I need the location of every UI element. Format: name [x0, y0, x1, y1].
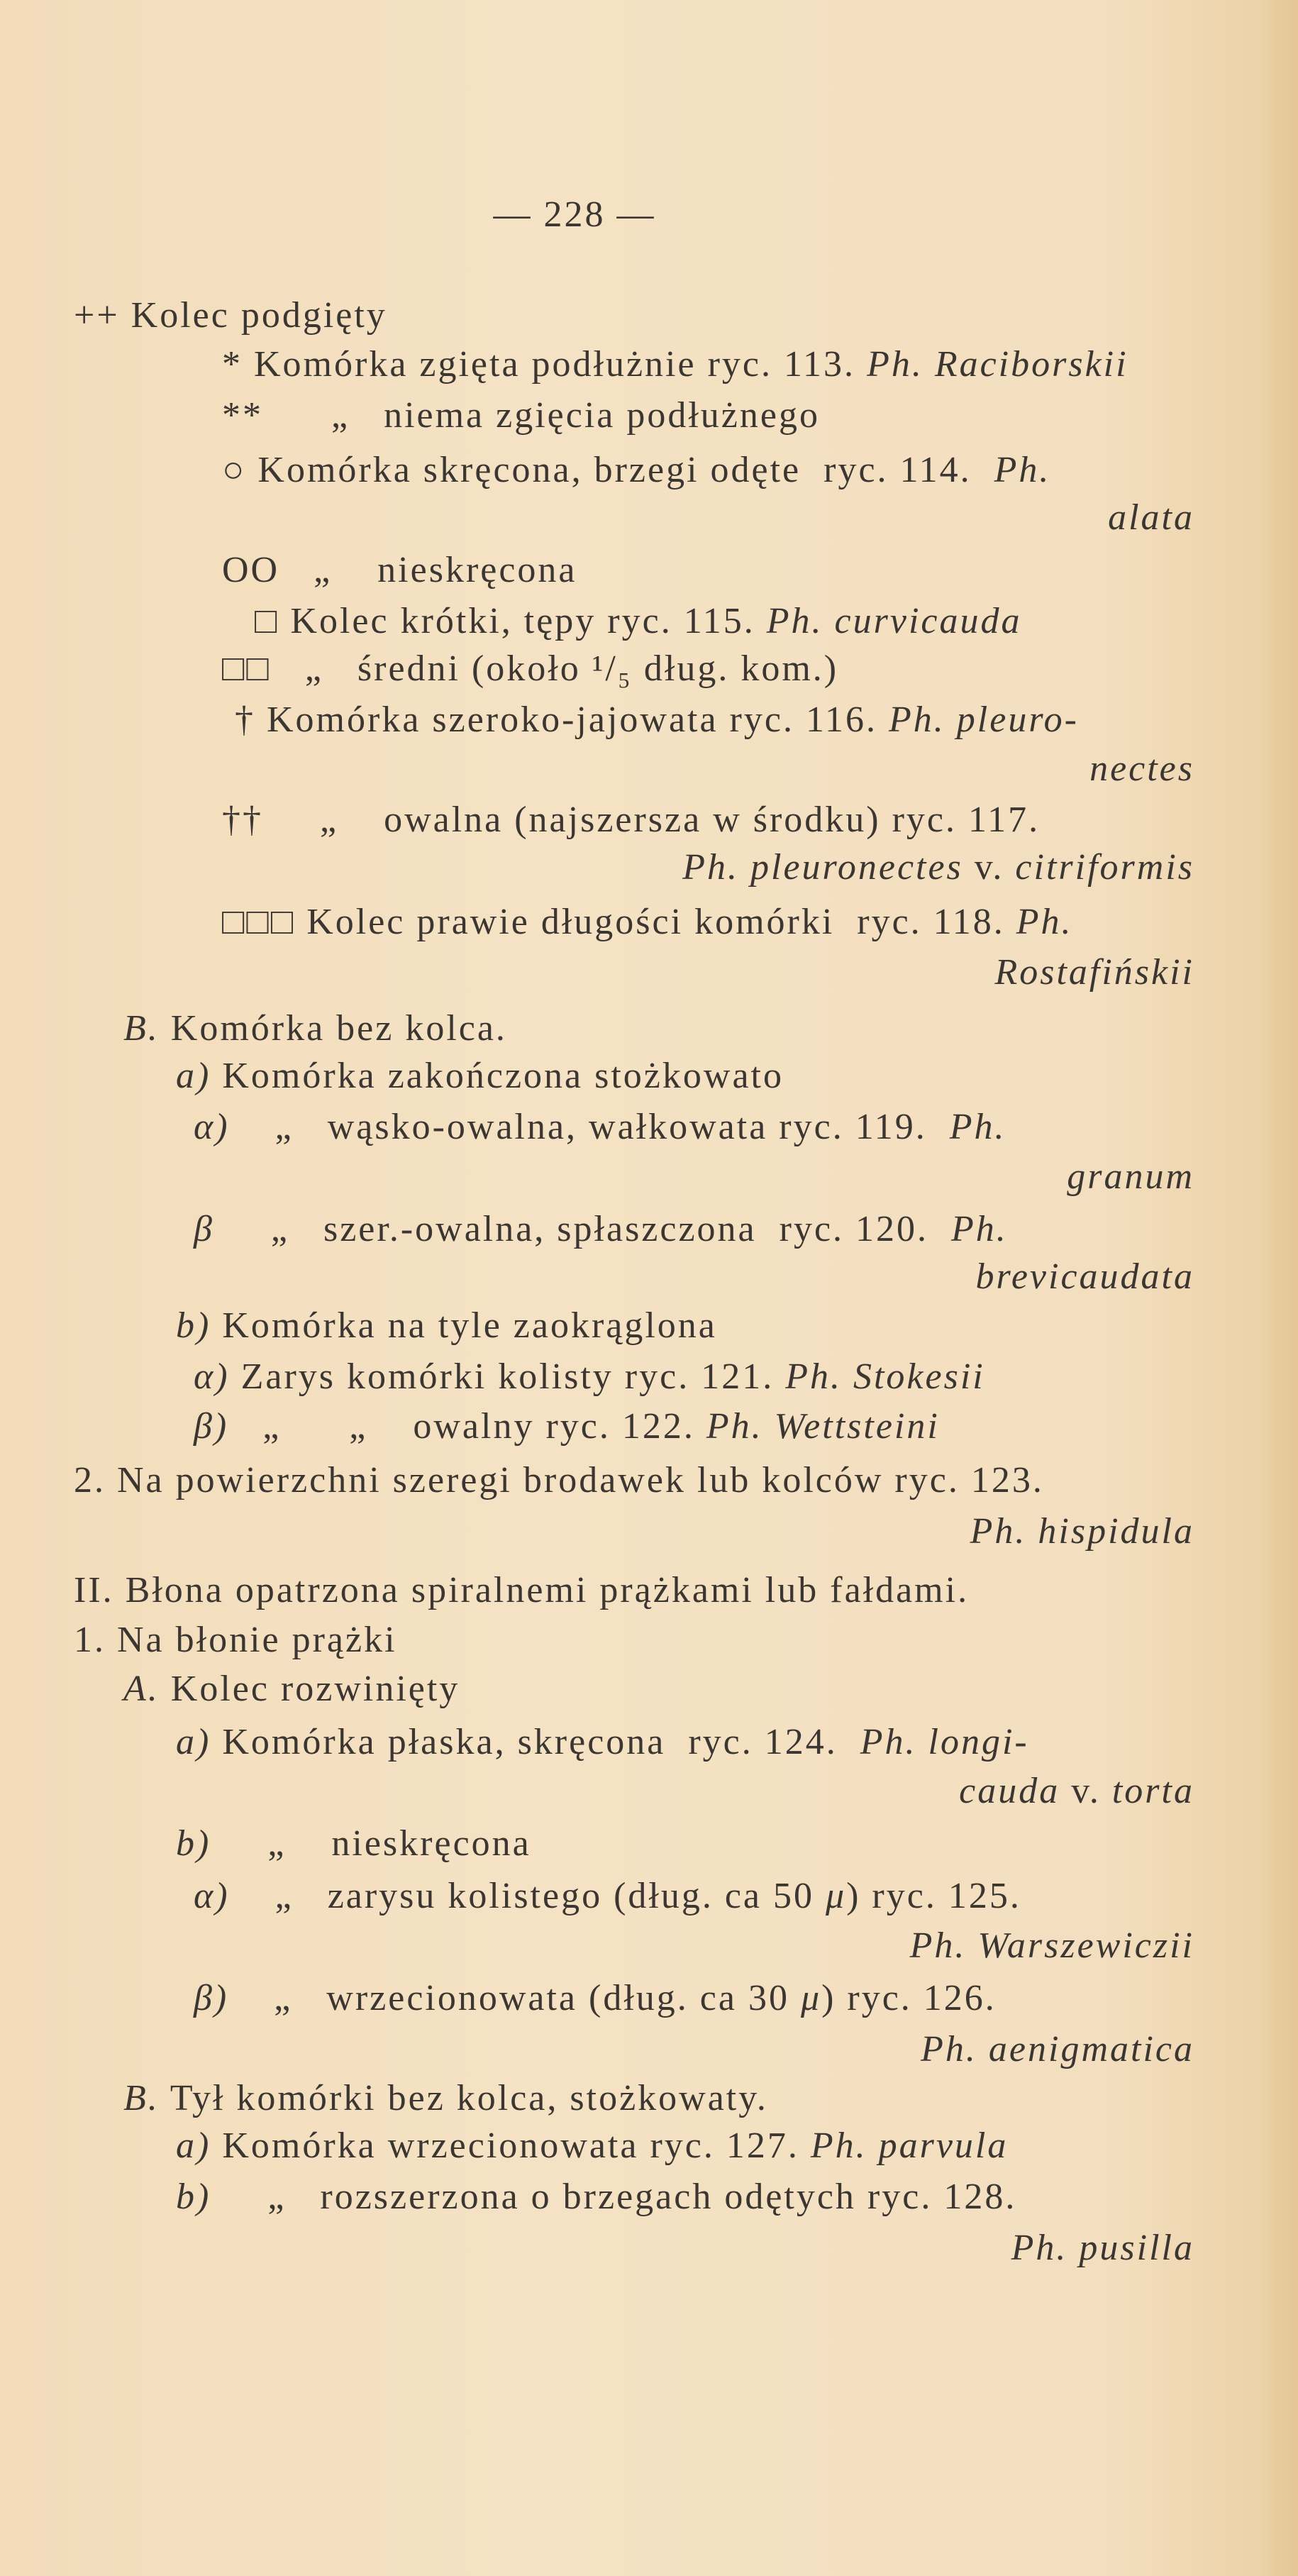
- text-segment: Komórka na tyle zaokrąglona: [211, 1305, 717, 1346]
- key-line: [222, 549, 577, 592]
- key-line: [222, 648, 838, 690]
- italic-text: b): [176, 2177, 211, 2217]
- italic-text: brevicaudata: [975, 1256, 1194, 1297]
- italic-text: b): [176, 1823, 211, 1864]
- italic-text: a): [176, 1056, 211, 1096]
- text-segment: * Komórka zgięta podłużnie ryc. 113.: [222, 344, 867, 385]
- text-segment: 2. Na powierzchni szeregi brodawek lub kolców ryc. 123.: [74, 1460, 1044, 1500]
- key-line: [176, 1721, 1029, 1764]
- text-segment: v.: [1060, 1771, 1112, 1811]
- italic-text: Ph. pusilla: [1011, 2228, 1194, 2268]
- italic-text: β: [194, 1209, 214, 1249]
- key-line-continuation: [910, 1925, 1194, 1967]
- italic-text: a): [176, 2126, 211, 2166]
- key-line-continuation: [921, 2028, 1194, 2071]
- key-line: [194, 1356, 985, 1398]
- text-segment: OO „ nieskręcona: [222, 550, 577, 590]
- text-segment: „ wrzecionowata (dług. ca 30: [228, 1978, 801, 2018]
- key-line: [176, 2176, 1016, 2218]
- key-line: [222, 449, 1050, 492]
- key-line-continuation: [994, 951, 1194, 994]
- italic-text: β): [194, 1978, 229, 2018]
- page-number: — 228 —: [493, 194, 656, 235]
- italic-text: granum: [1067, 1156, 1194, 1197]
- text-segment: ** „ niema zgięcia podłużnego: [222, 395, 820, 436]
- key-line: [176, 1055, 784, 1098]
- key-line: [194, 1977, 997, 2020]
- italic-text: Ph. Raciborskii: [867, 344, 1128, 385]
- italic-text: α): [194, 1107, 230, 1147]
- italic-text: Ph. hispidula: [970, 1511, 1194, 1552]
- text-segment: „ „ owalny ryc. 122.: [228, 1406, 706, 1447]
- italic-text: Ph. Stokesii: [785, 1356, 985, 1397]
- key-line: [176, 1305, 717, 1347]
- italic-text: β): [194, 1406, 229, 1447]
- key-line: [194, 1106, 1006, 1149]
- italic-text: Ph. parvula: [810, 2126, 1009, 2166]
- text-segment: □□□ Kolec prawie długości komórki ryc. 118.: [222, 902, 1016, 942]
- text-segment: Komórka zakończona stożkowato: [211, 1056, 784, 1096]
- key-line: [176, 1823, 531, 1865]
- italic-text: Ph.: [994, 450, 1051, 490]
- text-segment: v.: [963, 847, 1016, 888]
- italic-text: b): [176, 1305, 211, 1346]
- text-segment: † Komórka szeroko-jajowata ryc. 116.: [235, 700, 889, 740]
- key-line: [123, 1007, 507, 1050]
- italic-text: a): [176, 1722, 211, 1762]
- key-line: [74, 294, 387, 337]
- italic-text: B.: [123, 2078, 160, 2118]
- key-line-continuation: [1089, 748, 1194, 790]
- italic-text: nectes: [1089, 748, 1194, 789]
- key-line-continuation: [1108, 497, 1194, 539]
- key-line: [123, 1668, 460, 1710]
- italic-text: alata: [1108, 497, 1194, 538]
- text-segment: Tył komórki bez kolca, stożkowaty.: [159, 2078, 768, 2118]
- italic-text: Ph. Wettsteini: [706, 1406, 940, 1447]
- text-segment: ) ryc. 126.: [821, 1978, 997, 2018]
- text-segment: □ Kolec krótki, tępy ryc. 115.: [255, 601, 767, 641]
- text-segment: ) ryc. 125.: [846, 1876, 1021, 1916]
- italic-text: A.: [123, 1669, 160, 1709]
- italic-text: Ph. aenigmatica: [921, 2029, 1194, 2069]
- key-line: [74, 1569, 969, 1612]
- key-line-continuation: [976, 1256, 1194, 1298]
- text-segment: II. Błona opatrzona spiralnemi prążkami lub fałdami.: [74, 1570, 970, 1610]
- italic-text: Ph. longi-: [860, 1722, 1029, 1762]
- key-line: [222, 799, 1040, 841]
- text-segment: ++ Kolec podgięty: [74, 295, 387, 336]
- key-line: [194, 1405, 940, 1448]
- key-line-continuation: [1011, 2227, 1194, 2270]
- italic-text: Rostafińskii: [994, 952, 1194, 993]
- key-line: [123, 2077, 768, 2120]
- text-segment: Komórka płaska, skręcona ryc. 124.: [211, 1722, 860, 1762]
- text-segment: „ rozszerzona o brzegach odętych ryc. 128.: [211, 2177, 1017, 2217]
- italic-text: B.: [123, 1008, 160, 1049]
- key-line: [176, 2125, 1008, 2167]
- text-segment: ○ Komórka skręcona, brzegi odęte ryc. 114.: [222, 450, 994, 490]
- text-segment: Kolec rozwinięty: [159, 1669, 460, 1709]
- key-line-continuation: [1067, 1156, 1194, 1198]
- key-line-continuation: [682, 846, 1194, 889]
- italic-text: Ph. Warszewiczii: [909, 1925, 1194, 1966]
- key-line: [194, 1208, 1008, 1251]
- italic-text: Ph.: [1016, 902, 1073, 942]
- key-line: [74, 1619, 397, 1662]
- key-line: [222, 901, 1073, 944]
- key-line: [255, 600, 1021, 643]
- key-line-continuation: [970, 1510, 1194, 1553]
- text-segment: Zarys komórki kolisty ryc. 121.: [229, 1356, 786, 1397]
- italic-text: α): [194, 1876, 230, 1916]
- italic-text: Ph.: [951, 1209, 1008, 1249]
- text-segment: „ nieskręcona: [211, 1823, 531, 1864]
- key-line: [222, 394, 820, 437]
- key-line: [74, 1459, 1044, 1502]
- text-segment: 1. Na błonie prążki: [74, 1620, 397, 1660]
- key-line-continuation: [959, 1770, 1194, 1813]
- key-line: [235, 699, 1079, 741]
- key-line: [222, 343, 1128, 386]
- text-segment: „ szer.-owalna, spłaszczona ryc. 120.: [213, 1209, 952, 1249]
- italic-text: α): [194, 1356, 230, 1397]
- italic-text: cauda: [959, 1771, 1060, 1811]
- key-line: [194, 1875, 1021, 1918]
- italic-text: Ph. pleuronectes: [682, 847, 963, 888]
- italic-text: torta: [1111, 1771, 1194, 1811]
- text-segment: Komórka wrzecionowata ryc. 127.: [211, 2126, 811, 2166]
- italic-text: Ph. curvicauda: [766, 601, 1022, 641]
- italic-text: Ph. pleuro-: [889, 700, 1079, 740]
- text-segment: □□ „ średni (około ¹/₅ dług. kom.): [222, 648, 839, 689]
- text-segment: Komórka bez kolca.: [159, 1008, 507, 1049]
- italic-text: Ph.: [949, 1107, 1006, 1147]
- text-segment: „ wąsko-owalna, wałkowata ryc. 119.: [229, 1107, 950, 1147]
- italic-text: citriformis: [1015, 847, 1194, 888]
- text-segment: †† „ owalna (najszersza w środku) ryc. 117.: [222, 800, 1041, 840]
- text-segment: „ zarysu kolistego (dług. ca 50: [229, 1876, 826, 1916]
- italic-text: μ: [826, 1876, 847, 1916]
- italic-text: μ: [800, 1978, 822, 2018]
